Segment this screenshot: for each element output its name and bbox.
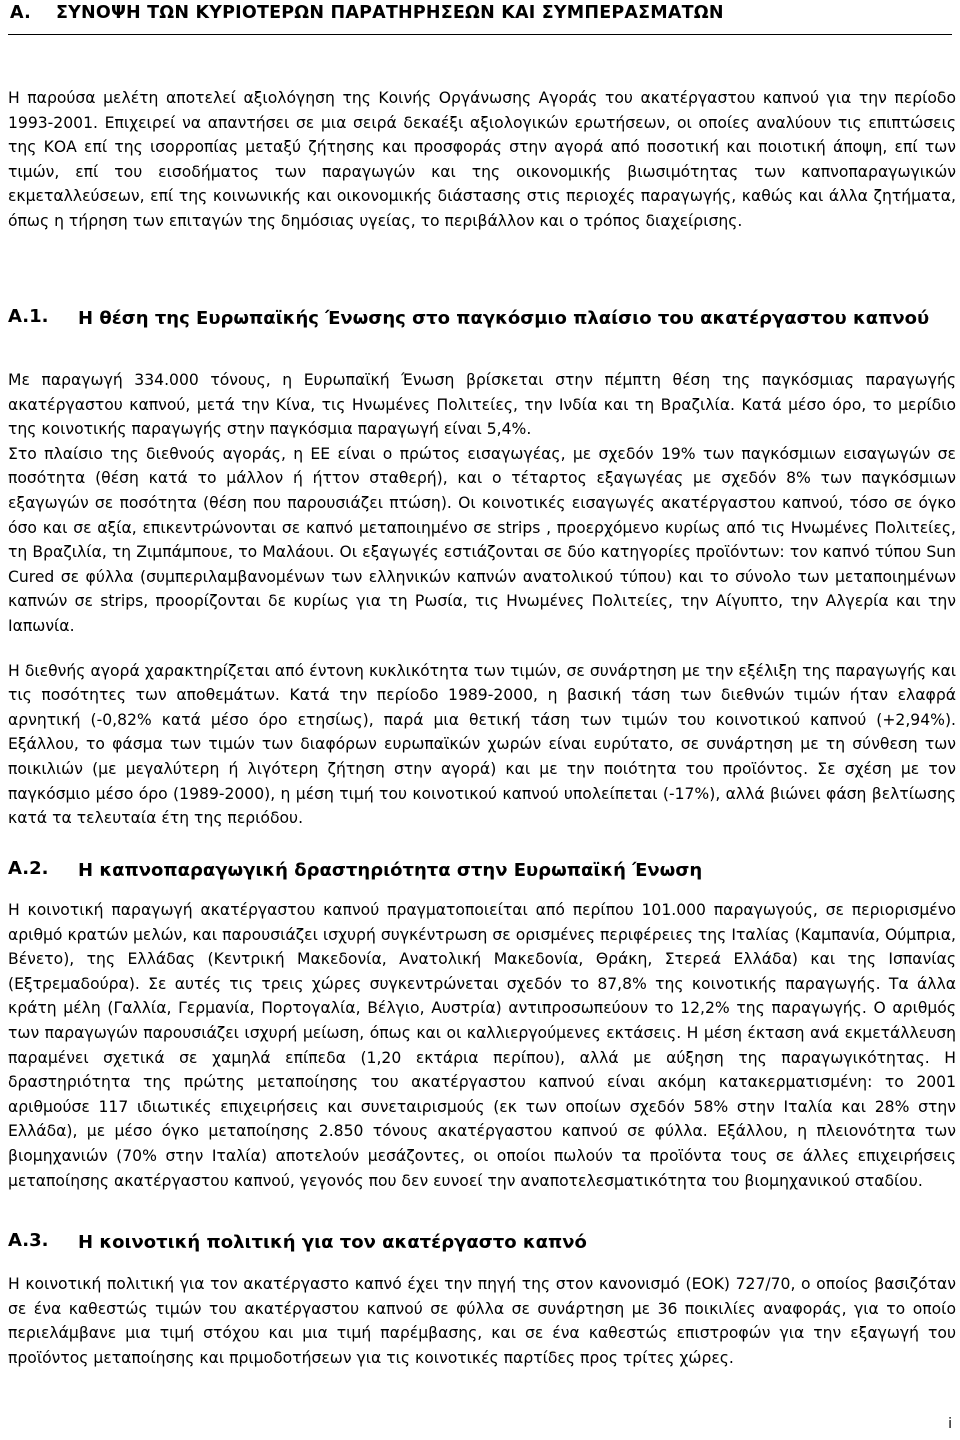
paragraph: Η κοινοτική πολιτική για τον ακατέργαστο καπνό έχει την πηγή της στον κανονισμό (ΕΟΚ) 727/70, ο οποίος βασιζόταν σε ένα καθεστώς τιμών του ακατέργαστου καπνού σε φύλλα σε συνάρτηση με 36 ποικιλίες αναφοράς, για το οποίο περιελάμβανε μια τιμή στόχου και μια τιμή παρέμβασης, και σε ένα καθεστώς επιστροφών για την εξαγωγή του προϊόντος μεταποίησης και πριμοδοτήσεων για τις κοινοτικές παρτίδες προς τρίτες χώρες.	[8, 1275, 956, 1367]
section-a3-body	[8, 1272, 956, 1370]
section-a1-body	[8, 368, 956, 831]
section-a2-body	[8, 898, 956, 1193]
chapter-title: ΣΥΝΟΨΗ ΤΩΝ ΚΥΡΙΟΤΕΡΩΝ ΠΑΡΑΤΗΡΗΣΕΩΝ ΚΑΙ ΣΥΜΠΕΡΑΣΜΑΤΩΝ	[56, 3, 724, 23]
section-title: Η καπνοπαραγωγική δραστηριότητα στην Ευρωπαϊκή Ένωση	[78, 860, 703, 881]
paragraph: Η κοινοτική παραγωγή ακατέργαστου καπνού πραγματοποιείται από περίπου 101.000 παραγωγούς, σε περιορισμένο αριθμό κρατών μελών, και παρουσιάζει ισχυρή συγκέντρωση σε ορισμένες περιφέρειες της Ιταλίας (Καμπανία, Ούμπρια, Βένετο), της Ελλάδας (Κεντρική Μακεδονία, Ανατολική Μακεδονία, Θράκη, Στερεά Ελλάδα) και της Ισπανίας (Εξτρεμαδούρα). Σε αυτές τις τρεις χώρες συγκεντρώνεται σχεδόν το 87,8% της κοινοτικής παραγωγής. Τα άλλα κράτη μέλη (Γαλλία, Γερμανία, Πορτογαλία, Βέλγιο, Αυστρία) αντιπροσωπεύουν το 12,2% της παραγωγής. Ο αριθμός των παραγωγών παρουσιάζει ισχυρή μείωση, όπως και οι καλλιεργούμενες εκτάσεις. Η μέση έκταση ανά εκμετάλλευση παραμένει σχετικά σε χαμηλά επίπεδα (1,20 εκτάρια περίπου), αλλά με αύξηση της παραγωγικότητας. Η δραστηριότητα της πρώτης μεταποίησης του ακατέργαστου καπνού είναι ακόμη κατακερματισμένη: το 2001 αριθμούσε 117 ιδιωτικές επιχειρήσεις και συνεταιρισμούς (εκ των οποίων σχεδόν 58% στην Ιταλία και 28% στην Ελλάδα), με μέσο όγκο μεταποίησης 2.850 τόνους ακατέργαστου καπνού σε φύλλα. Εξάλλου, η πλειονότητα των βιομηχανιών (70% στην Ιταλία) αποτελούν μεσάζοντες, οι οποίοι πωλούν τα προϊόντα τους σε άλλες επιχειρήσεις μεταποίησης ακατέργαστου καπνού, γεγονός που δεν ευνοεί την αναποτελεσματικότητα του βιομηχανικού σταδίου.	[8, 901, 956, 1190]
section-title: Η κοινοτική πολιτική για τον ακατέργαστο καπνό	[78, 1232, 587, 1253]
intro-block	[8, 86, 956, 234]
page-number: i	[948, 1416, 952, 1432]
section-title: Η θέση της Ευρωπαϊκής Ένωσης στο παγκόσμιο πλαίσιο του ακατέργαστου καπνού	[78, 308, 930, 329]
section-number: A.2.	[8, 858, 49, 879]
paragraph: Στο πλαίσιο της διεθνούς αγοράς, η ΕΕ είναι ο πρώτος εισαγωγέας, με σχεδόν 19% των παγκόσμιων εισαγωγών σε ποσότητα (θέση κατά το μάλλον ή ήττον σταθερή), και ο τέταρτος εξαγωγέας με σχεδόν 8% των παγκόσμιων εξαγωγών σε ποσότητα (θέση που παρουσιάζει πτώση). Οι κοινοτικές εισαγωγές ακατέργαστου καπνού, τόσο σε όγκο όσο και σε αξία, επικεντρώνονται σε καπνό μεταποιημένο σε strips , προερχόμενο κυρίως από τις Ηνωμένες Πολιτείες, τη Βραζιλία, τη Ζιμπάμπουε, το Μαλάουι. Οι εξαγωγές εστιάζονται σε δύο κατηγορίες προϊόντων: τον καπνό τύπου Sun Cured σε φύλλα (συμπεριλαμβανομένων των ελληνικών καπνών ανατολικού τύπου) και το σύνολο των μεταποιημένων καπνών σε strips, προορίζονται δε κυρίως για τη Ρωσία, τις Ηνωμένες Πολιτείες, την Αίγυπτο, την Αλγερία και την Ιαπωνία.	[8, 444, 956, 635]
section-number: A.1.	[8, 306, 49, 327]
chapter-title-bar	[8, 0, 952, 35]
chapter-number: A.	[10, 3, 31, 23]
paragraph: Με παραγωγή 334.000 τόνους, η Ευρωπαϊκή Ένωση βρίσκεται στην πέμπτη θέση της παγκόσμιας παραγωγής ακατέργαστου καπνού, μετά την Κίνα, τις Ηνωμένες Πολιτείες, την Ινδία και τη Βραζιλία. Κατά μέσο όρο, το μερίδιο της κοινοτικής παραγωγής στην παγκόσμια παραγωγή είναι 5,4%.	[8, 371, 956, 439]
paragraph: Η διεθνής αγορά χαρακτηρίζεται από έντονη κυκλικότητα των τιμών, σε συνάρτηση με την εξέλιξη της παραγωγής και τις ποσότητες των αποθεμάτων. Κατά την περίοδο 1989-2000, η βασική τάση των διεθνών τιμών ήταν ελαφρά αρνητική (-0,82% κατά μέσο όρο ετησίως), παρά μια θετική τάση των τιμών του κοινοτικού καπνού (+2,94%). Εξάλλου, το φάσμα των τιμών των διαφόρων ευρωπαϊκών χωρών είναι ευρύτατο, σε συνάρτηση με τη σύνθεση των ποικιλιών (με μεγαλύτερη ή λιγότερη ζήτηση στην αγορά) και με την ποιότητα του προϊόντος. Σε σχέση με τον παγκόσμιο μέσο όρο (1989-2000), η μέση τιμή του κοινοτικού καπνού υπολείπεται (-17%), αλλά βιώνει φάση βελτίωσης κατά τα τελευταία έτη της περιόδου.	[8, 661, 956, 828]
intro-paragraph: Η παρούσα μελέτη αποτελεί αξιολόγηση της Κοινής Οργάνωσης Αγοράς του ακατέργαστου καπνού για την περίοδο 1993-2001. Επιχειρεί να απαντήσει σε μια σειρά δεκαέξι αξιολογικών ερωτήσεων, οι οποίες αναλύουν τις επιπτώσεις της ΚΟΑ επί της ισορροπίας μεταξύ ζήτησης και προσφοράς στην αγορά από ποσοτική και ποιοτική άποψη, επί των τιμών, επί του εισοδήματος των παραγωγών και της οικονομικής βιωσιμότητας των καπνοπαραγωγικών εκμεταλλεύσεων, επί της κοινωνικής και οικονομικής διάστασης στις περιοχές παραγωγής, καθώς και άλλα ζητήματα, όπως η τήρηση των επιταγών της δημόσιας υγείας, το περιβάλλον και ο τρόπος διαχείρισης.	[8, 89, 956, 230]
section-number: A.3.	[8, 1230, 49, 1251]
